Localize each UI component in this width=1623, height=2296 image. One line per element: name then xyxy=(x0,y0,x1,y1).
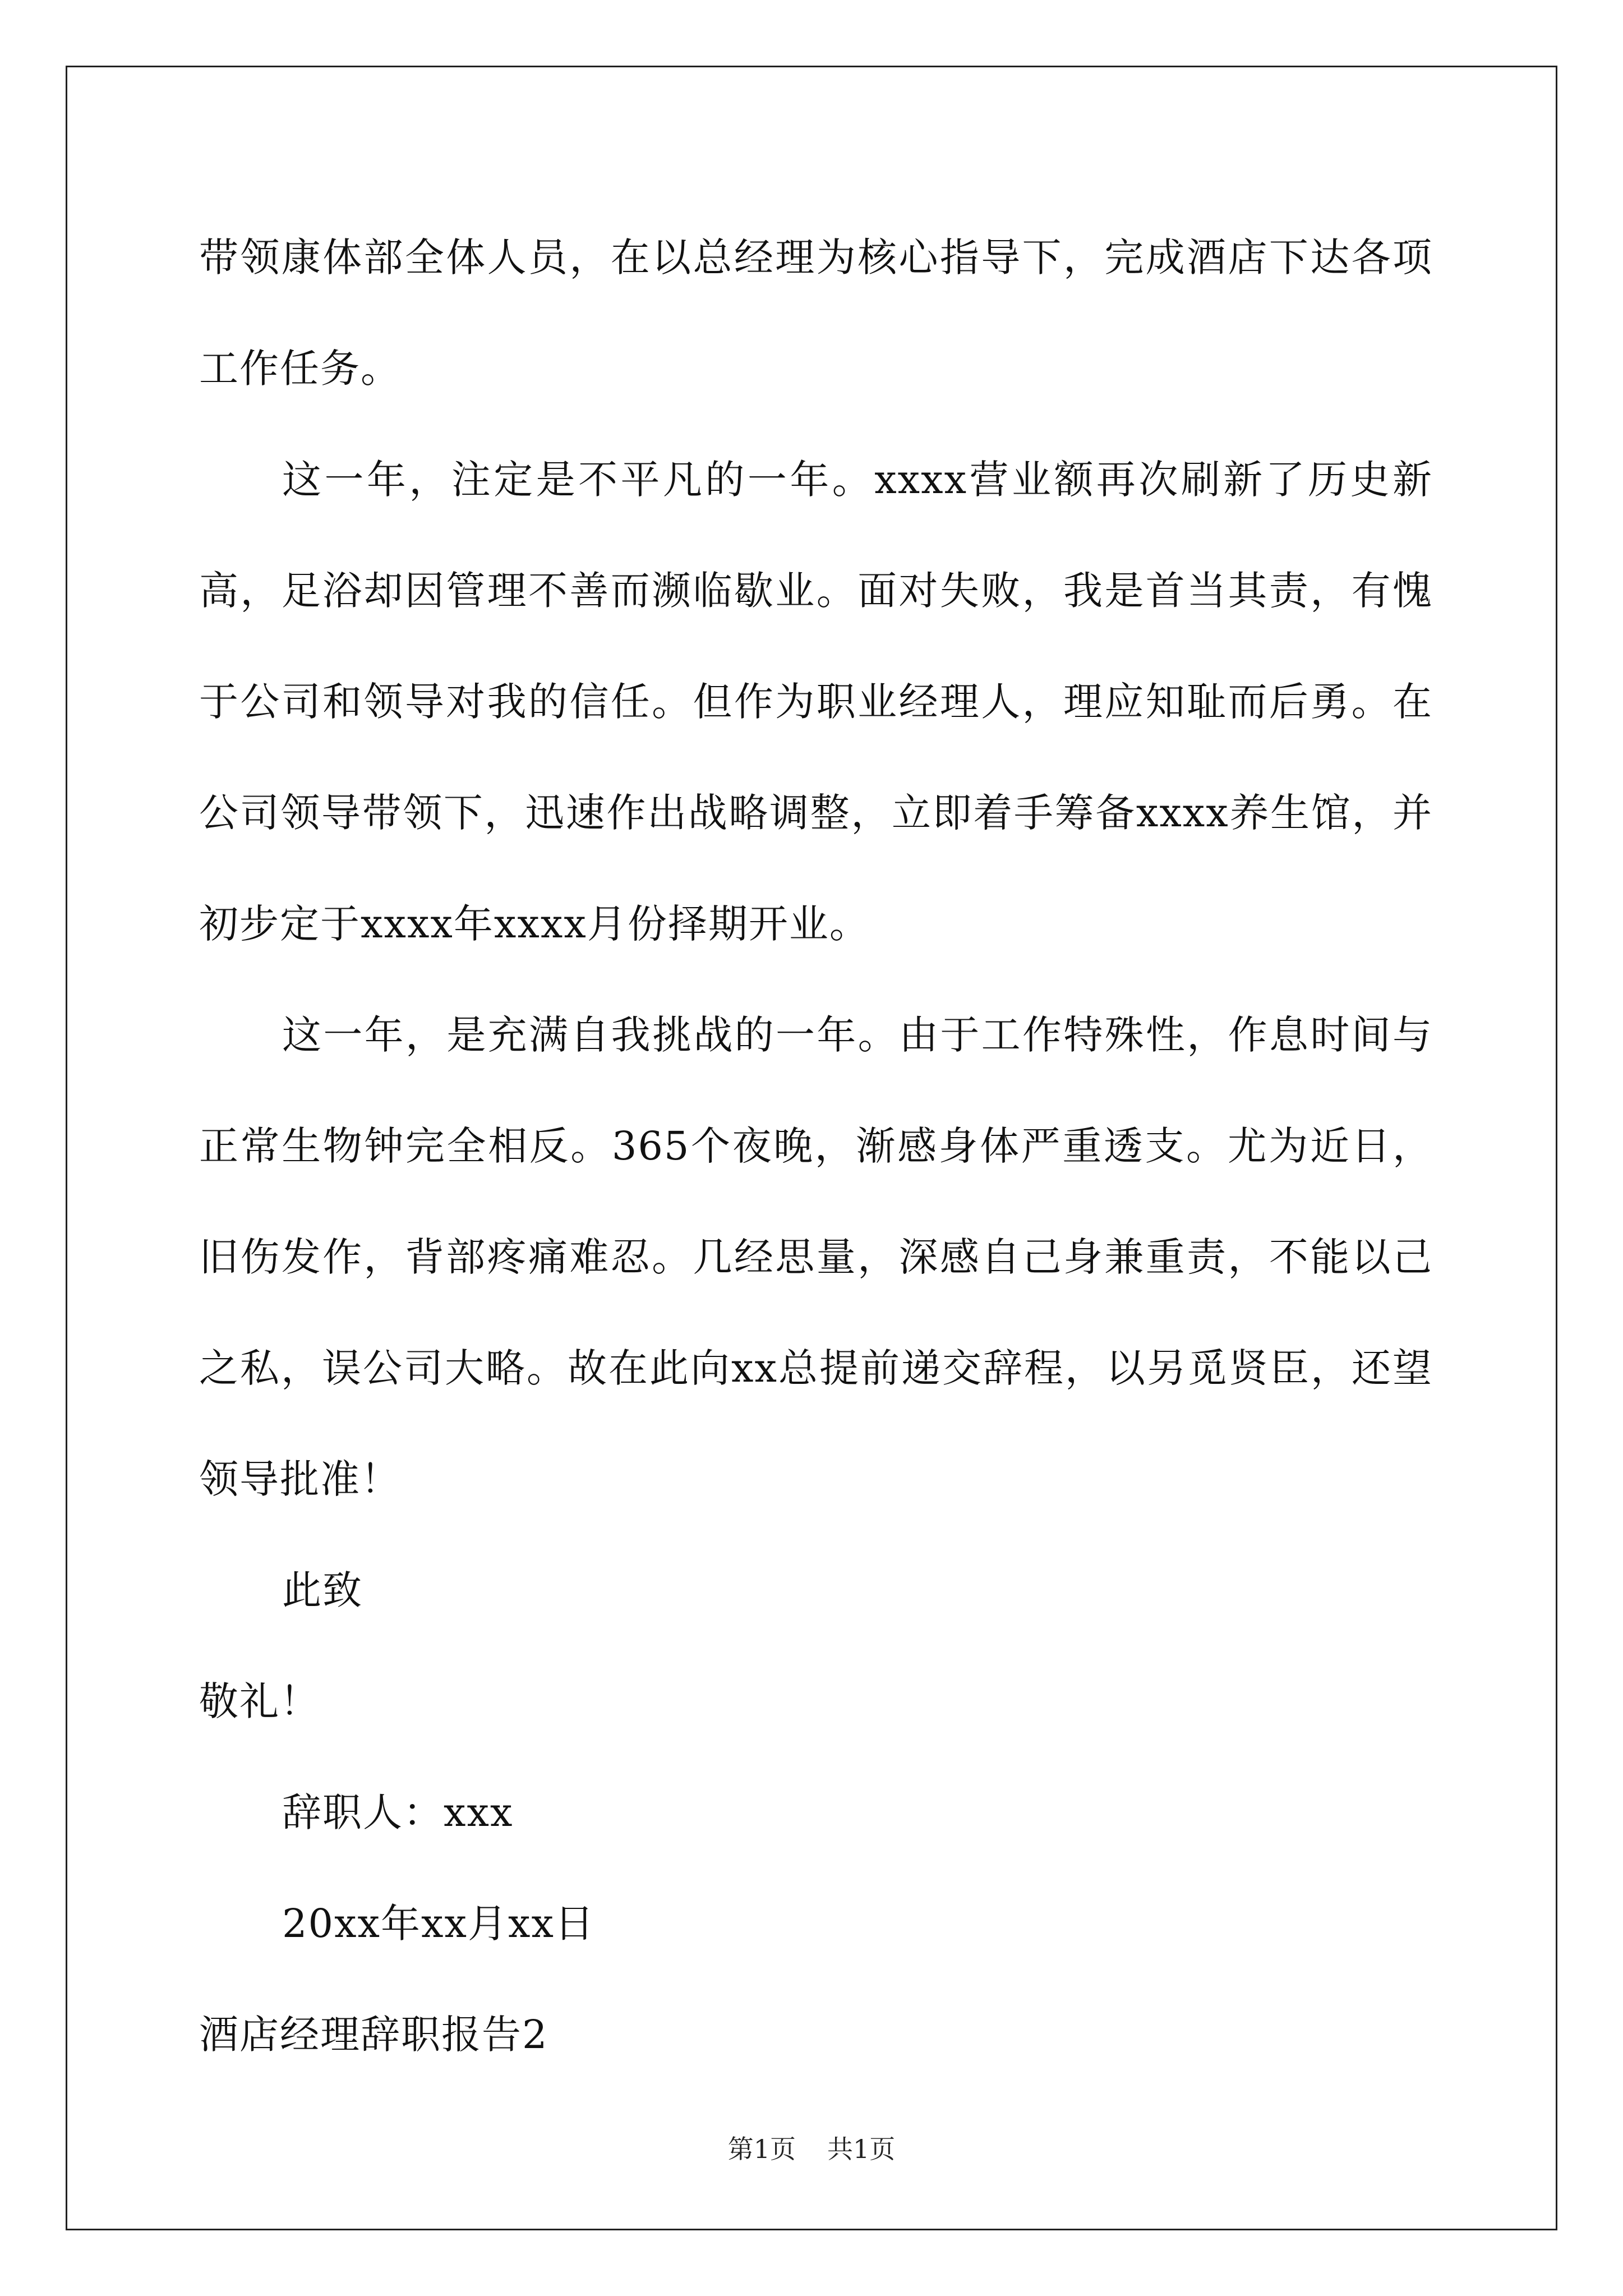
page-number: 第1页 xyxy=(727,2134,796,2164)
page-footer xyxy=(0,2129,1623,2166)
page-total: 共1页 xyxy=(827,2134,896,2164)
paragraph-resignation-reason: 这一年，是充满自我挑战的一年。由于工作特殊性，作息时间与正常生物钟完全相反。365个夜晚，渐感身体严重透支。尤为近日，旧伤发作，背部疼痛难忍。几经思量，深感自己身兼重责，不能以己之私，误公司大略。故在此向xx总提前递交辞程，以另觅贤臣，还望领导批准！ xyxy=(199,1012,1433,1502)
signer-line: 辞职人：xxx xyxy=(282,1789,514,1835)
closing-respect: 敬礼！ xyxy=(199,1678,320,1724)
paragraph-year-summary: 这一年，注定是不平凡的一年。xxxx营业额再次刷新了历史新高，足浴却因管理不善而濒临歇业。面对失败，我是首当其责，有愧于公司和领导对我的信任。但作为职业经理人，理应知耻而后勇。在公司领导带领下，迅速作出战略调整，立即着手筹备xxxx养生馆，并初步定于xxxx年xxxx月份择期开业。 xyxy=(199,457,1433,947)
document-body xyxy=(199,202,1433,2090)
closing-salutation: 此致 xyxy=(282,1567,363,1613)
paragraph-continuation: 带领康体部全体人员，在以总经理为核心指导下，完成酒店下达各项工作任务。 xyxy=(199,234,1433,392)
next-report-heading: 酒店经理辞职报告2 xyxy=(199,2012,548,2058)
date-line: 20xx年xx月xx日 xyxy=(282,1901,595,1947)
